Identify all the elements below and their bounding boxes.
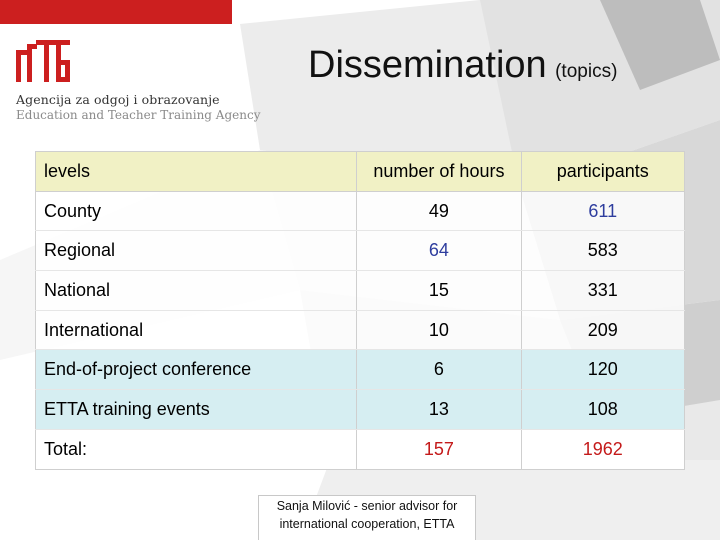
table-row [36,191,685,231]
cell-level: Regional [36,231,357,271]
cell-level: National [36,271,357,311]
column-header-participants: participants [521,152,684,192]
cell-hours: 64 [357,231,521,271]
footer-line-1: Sanja Milović - senior advisor for [276,499,458,513]
cell-hours: 49 [357,191,521,231]
table-total-row [36,429,685,469]
page-title [308,44,617,87]
table-row [36,310,685,350]
author-footer [258,495,476,540]
table-row [36,390,685,430]
cell-hours-total: 157 [357,429,521,469]
cell-hours: 10 [357,310,521,350]
agency-name-english: Education and Teacher Training Agency [16,108,261,122]
title-main: Dissemination [308,44,547,86]
table-row [36,271,685,311]
column-header-levels: levels [36,152,357,192]
footer-line-2: international cooperation, ETTA [279,517,455,531]
cell-level: International [36,310,357,350]
column-header-hours: number of hours [357,152,521,192]
dissemination-table [35,151,685,470]
table-row [36,350,685,390]
cell-level: ETTA training events [36,390,357,430]
brand-bar [0,0,232,24]
cell-hours: 6 [357,350,521,390]
cell-participants-total: 1962 [521,429,684,469]
cell-participants: 611 [521,191,684,231]
cell-hours: 13 [357,390,521,430]
agency-name-croatian: Agencija za odgoj i obrazovanje [16,92,220,107]
cell-participants: 108 [521,390,684,430]
cell-level: County [36,191,357,231]
cell-participants: 331 [521,271,684,311]
cell-hours: 15 [357,271,521,311]
cell-participants: 583 [521,231,684,271]
cell-level: Total: [36,429,357,469]
table-row [36,231,685,271]
cell-level: End-of-project conference [36,350,357,390]
table-header-row [36,152,685,192]
cell-participants: 209 [521,310,684,350]
cell-participants: 120 [521,350,684,390]
etta-logo-icon [16,40,72,84]
title-sub: (topics) [555,61,618,82]
